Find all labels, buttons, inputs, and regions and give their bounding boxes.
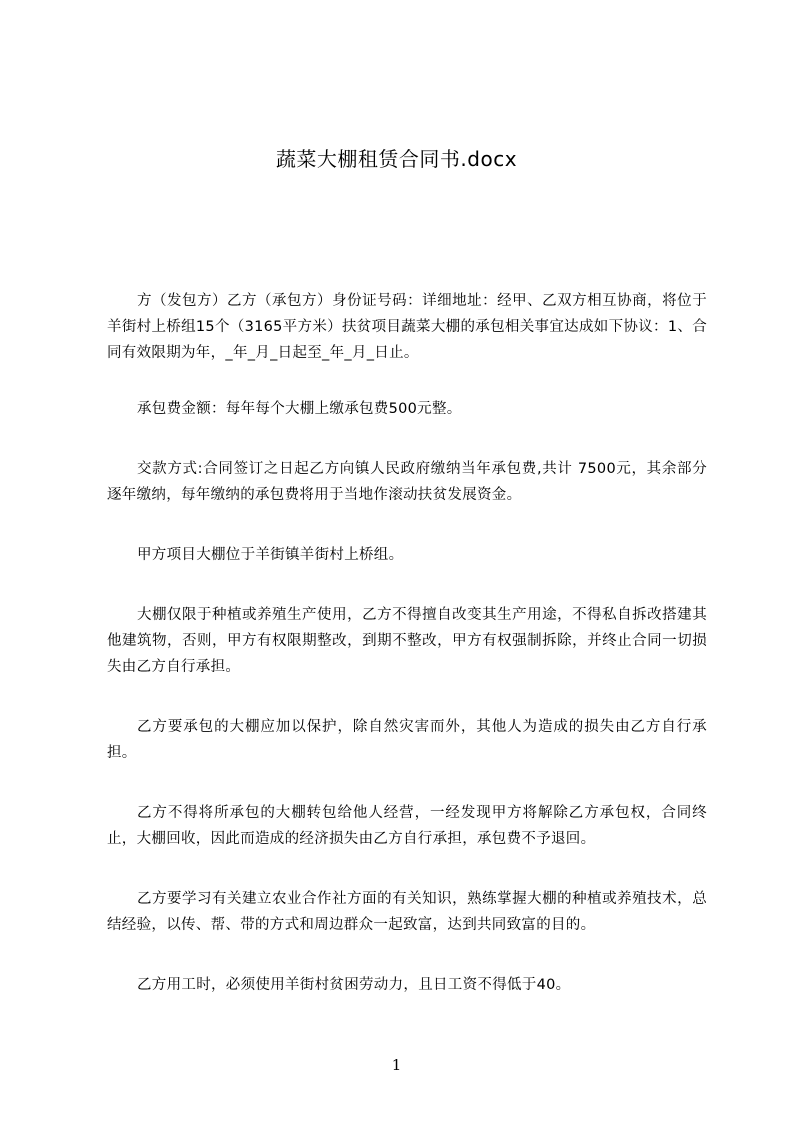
paragraph-payment-method: 交款方式:合同签订之日起乙方向镇人民政府缴纳当年承包费,共计 7500元，其余部分逐年缴纳，每年缴纳的承包费将用于当地作滚动扶贫发展资金。: [107, 461, 707, 503]
paragraph-usage-restriction: 大棚仅限于种植或养殖生产使用，乙方不得擅自改变其生产用途，不得私自拆改搭建其他建筑物，否则，甲方有权限期整改，到期不整改，甲方有权强制拆除，并终止合同一切损失由乙方自行承担。: [107, 607, 707, 675]
paragraph-labor: 乙方用工时，必须使用羊街村贫困劳动力，且日工资不得低于40。: [137, 977, 571, 993]
paragraph-parties: 方（发包方）乙方（承包方）身份证号码：详细地址：经甲、乙双方相互协商，将位于羊街村上桥组15个（3165平方米）扶贫项目蔬菜大棚的承包相关事宜达成如下协议：1、合同有效限期为年，_年_月_日起至_年_月_日止。: [107, 293, 707, 361]
document-body: [107, 288, 707, 1032]
paragraph-learning: 乙方要学习有关建立农业合作社方面的有关知识，熟练掌握大棚的种植或养殖技术，总结经验，以传、帮、带的方式和周边群众一起致富，达到共同致富的目的。: [107, 891, 707, 933]
page-number: 1: [391, 1056, 402, 1074]
paragraph-protection: 乙方要承包的大棚应加以保护，除自然灾害而外，其他人为造成的损失由乙方自行承担。: [107, 719, 707, 761]
paragraph-fee-amount: 承包费金额：每年每个大棚上缴承包费500元整。: [137, 401, 462, 417]
document-title: 蔬菜大棚租赁合同书.docx: [275, 147, 518, 171]
paragraph-subcontract: 乙方不得将所承包的大棚转包给他人经营，一经发现甲方将解除乙方承包权，合同终止，大棚回收，因此而造成的经济损失由乙方自行承担，承包费不予退回。: [107, 805, 707, 847]
paragraph-location: 甲方项目大棚位于羊街镇羊街村上桥组。: [137, 547, 404, 563]
